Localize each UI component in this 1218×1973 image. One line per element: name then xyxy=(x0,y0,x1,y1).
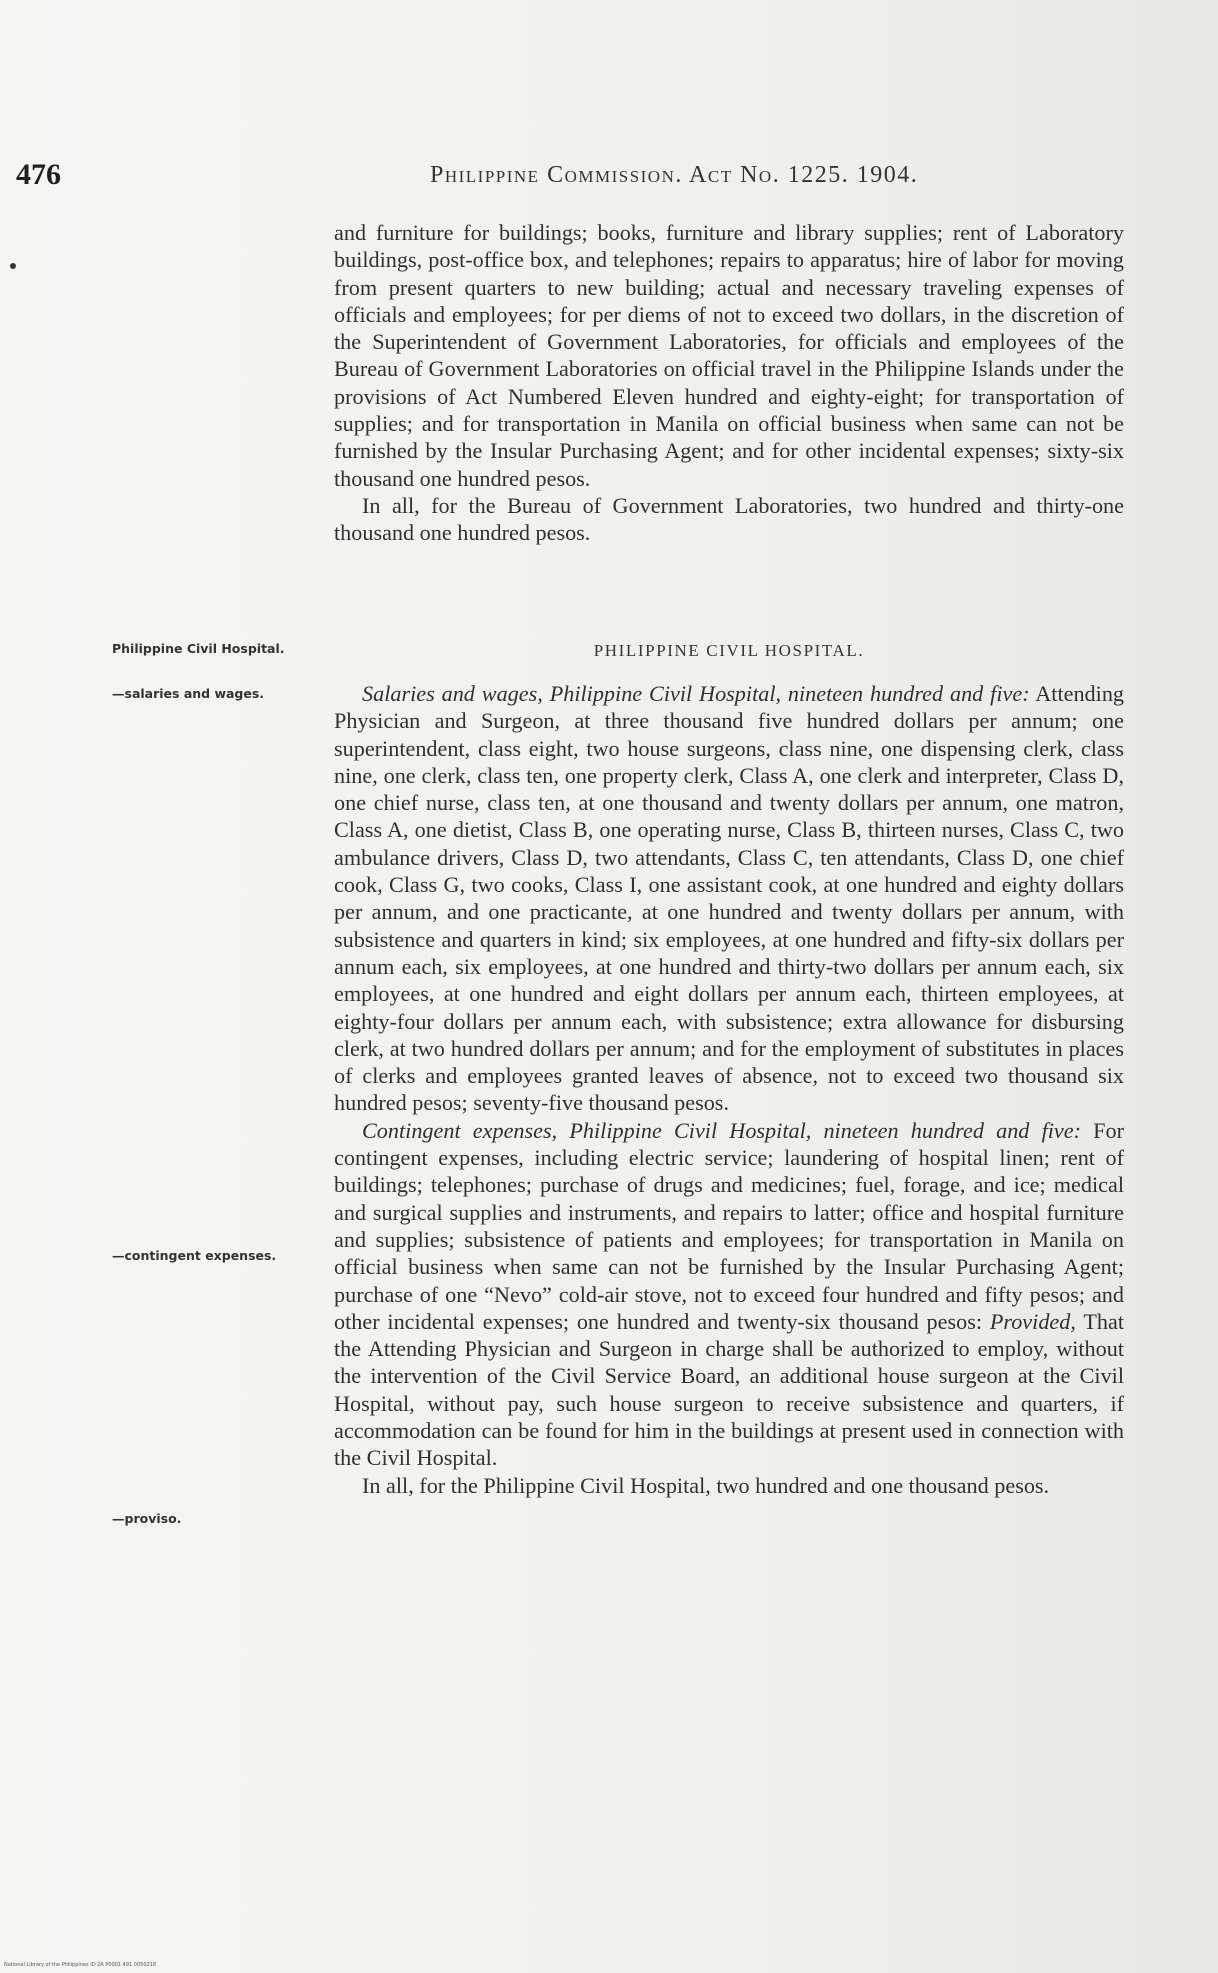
salaries-text: Attending Physician and Surgeon, at three thousand five hundred dollars per annum; one superintendent, class eight, two house surgeons, class nine, one dispensing clerk, class nine, one clerk, class ten, one property clerk, Class A, one clerk and interpreter, Class D, one chief nurse, class ten, at one thousand and twenty dollars per annum, one matron, Class A, one dietist, Class B, one operating nurse, Class B, thirteen nurses, Class C, two ambulance drivers, Class D, two attendants, Class C, ten attendants, Class D, one chief cook, Class G, two cooks, Class I, one assistant cook, at one hundred and eighty dollars per annum, and one practicante, at one hundred and twenty dollars per annum, with subsistence and quarters in kind; six employees, at one hundred and fifty-six dollars per annum each, six employees, at one hundred and thirty-two dollars per annum each, six employees, at one hundred and eight dollars per annum each, thirteen employees, at eighty-four dollars per annum each, with subsistence; extra allowance for disbursing clerk, at two hundred dollars per annum; and for the employment of substitutes in places of clerks and employees granted leaves of absence, not to exceed two thousand six hundred pesos; seventy-five thousand pesos. xyxy=(334,681,1125,1116)
margin-note-salaries: —salaries and wages. xyxy=(112,686,265,701)
proviso-text: That the Attending Physician and Surgeon in charge shall be authorized to employ, without the intervention of the Civil Service Board, an additional house surgeon at the Civil Hospital, without pay, such house surgeon to receive subsistence and quarters, if accommodation can be found for him in the buildings at present used in connection with the Civil Hospital. xyxy=(334,1308,1124,1471)
laboratories-text-block xyxy=(334,219,1124,547)
paragraph-laboratories-continued: and furniture for buildings; books, furniture and library supplies; rent of Laboratory buildings, post-office box, and telephones; repairs to apparatus; hire of labor for moving from present quarters to new building; actual and necessary traveling expenses of officials and employees; for per diems of not to exceed two dollars, in the discretion of the Superintendent of Government Laboratories, for officials and employees of the Bureau of Government Laboratories on official travel in the Philippine Islands under the provisions of Act Numbered Eleven hundred and eighty-eight; for transportation of supplies; and for transportation in Manila on official business when same can not be furnished by the Insular Purchasing Agent; and for other incidental expenses; sixty-six thousand one hundred pesos. xyxy=(334,220,1124,491)
contingent-text: For contingent expenses, including electric service; laundering of hospital linen; rent of buildings; telephones; purchase of drugs and medicines; fuel, forage, and ice; medical and surgical supplies and instruments, and repairs to latter; office and hospital furniture and supplies; subsistence of patients and employees; for transportation in Manila on official business when same can not be furnished by the Insular Purchasing Agent; purchase of one “Nevo” cold-air stove, not to exceed four hundred and fifty pesos; and other incidental expenses; one hundred and twenty-six thousand pesos: xyxy=(334,1117,1125,1334)
paragraph-laboratories-total: In all, for the Bureau of Government Laboratories, two hundred and thirty-one thousand one hundred pesos. xyxy=(334,492,1124,546)
margin-note-proviso: —proviso. xyxy=(112,1511,182,1526)
margin-note-hospital: Philippine Civil Hospital. xyxy=(112,641,285,656)
page-number: 476 xyxy=(16,158,61,191)
salaries-lead: Salaries and wages, Philippine Civil Hospital, nineteen hundred and five: xyxy=(362,681,1030,706)
hospital-text-block xyxy=(334,680,1124,1499)
paragraph-contingent xyxy=(334,1117,1124,1472)
contingent-lead: Contingent expenses, Philippine Civil Hospital, nineteen hundred and five: xyxy=(362,1117,1081,1143)
running-head: Philippine Commission. Act No. 1225. 1904. xyxy=(430,162,919,188)
provided-word: Provided, xyxy=(989,1308,1076,1334)
stray-dot-mark xyxy=(10,263,16,269)
paragraph-salaries xyxy=(334,680,1124,1117)
paragraph-hospital-total: In all, for the Philippine Civil Hospital, two hundred and one thousand pesos. xyxy=(362,1472,1050,1498)
page-header xyxy=(0,158,1218,198)
library-stamp: National Library of the Philippines ID 2A P0001 491 0050218 xyxy=(4,1962,157,1968)
section-heading: PHILIPPINE CIVIL HOSPITAL. xyxy=(593,641,865,660)
margin-note-contingent: —contingent expenses. xyxy=(112,1248,277,1263)
